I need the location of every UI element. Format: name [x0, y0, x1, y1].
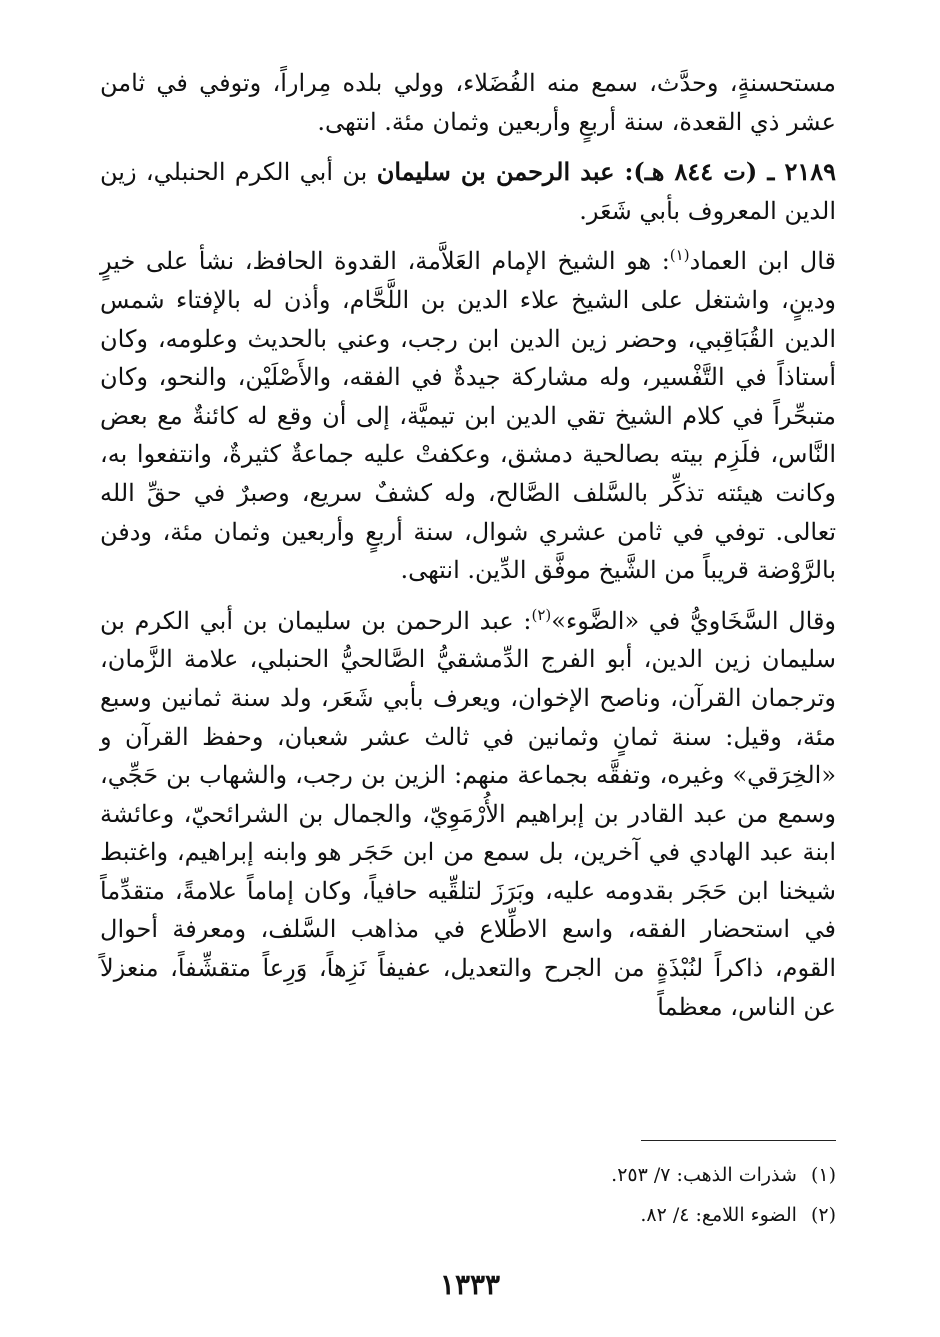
entry-heading-rest: بن أبي الكرم الحنبلي، زين الدين المعروف بأبي شَعَر.	[100, 158, 836, 225]
footnote-1	[100, 1155, 836, 1195]
entry-2189	[100, 153, 836, 230]
paragraph-ibn-al-imad	[100, 242, 836, 589]
paragraph-lead: قال ابن العماد	[689, 247, 836, 276]
paragraph-text: : هو الشيخ الإمام العَلاَّمة، القدوة الحافظ، نشأ على خيرٍ ودينٍ، واشتغل على الشيخ علاء الدين بن اللَّحَّام، وأذن له بالإفتاء شمس الدين القُبَاقِبي، وحضر زين الدين ابن رجب، وعني بالحديث وعلومه، وكان أستاذاً في التَّفْسير، وله مشاركة جيدةٌ في الفقه، والأَصْلَيْن، والنحو، وكان متبحِّراً في كلام الشيخ تقي الدين ابن تيميَّة، إلى أن وقع له كائنةٌ مع بعض النَّاس، فلَزِم بيته بصالحية دمشق، وعكفتْ عليه جماعةٌ كثيرةٌ، وانتفعوا به، وكانت هيئته تذكِّر بالسَّلف الصَّالح، وله كشفٌ سريع، وصبرٌ في حقِّ الله تعالى. توفي في ثامن عشري شوال، سنة أربعٍ وأربعين وثمان مئة، ودفن بالرَّوْضة قريباً من الشَّيخ موفَّق الدِّين. انتهى.	[100, 247, 837, 585]
footnote-text: الضوء اللامع: ٤/ ٨٢.	[640, 1204, 797, 1226]
footnote-ref-1[interactable]: (١)	[669, 246, 690, 265]
paragraph-continuation: مستحسنةٍ، وحدَّث، سمع منه الفُضَلاء، وولي بلده مِراراً، وتوفي في ثامن عشر ذي القعدة، سنة أربعٍ وأربعين وثمان مئة. انتهى.	[100, 69, 836, 136]
entry-heading: ٢١٨٩ ـ (ت ٨٤٤ هـ): عبد الرحمن بن سليمان	[376, 157, 837, 187]
paragraph-sakhawi	[100, 602, 836, 1027]
footnote-number: (٢)	[810, 1204, 836, 1226]
footnote-text: شذرات الذهب: ٧/ ٢٥٣.	[611, 1164, 797, 1186]
page-body	[100, 64, 836, 1026]
footnote-ref-2[interactable]: (٢)	[531, 605, 552, 624]
page-number: ١٣٣٣	[439, 1268, 501, 1301]
paragraph-lead: وقال السَّخَاويُّ في «الضَّوء»	[551, 606, 837, 635]
footnote-divider	[641, 1140, 836, 1141]
footnote-number: (١)	[810, 1164, 836, 1186]
paragraph-text: : عبد الرحمن بن سليمان بن أبي الكرم بن سليمان زين الدين، أبو الفرج الدِّمشقيُّ الصَّالحيُّ الحنبلي، علامة الزَّمان، وترجمان القرآن، وناصح الإخوان، ويعرف بأبي شَعَر، ولد سنة ثمانين وسبع مئة، وقيل: سنة ثمانٍ وثمانين في ثالث عشر شعبان، وحفظ القرآن و «الخِرَقي» وغيره، وتفقَّه بجماعة منهم: الزين بن رجب، والشهاب بن حَجِّي، وسمع من عبد القادر بن إبراهيم الأُرْمَوِيّ، والجمال بن الشرائحيّ، وعائشة ابنة عبد الهادي في آخرين، بل سمع من ابن حَجَر هو وابنه إبراهيم، واغتبط شيخنا ابن حَجَر بقدومه عليه، وبَرَزَ لتلقِّيه حافياً، وكان إماماً علامةً، متقدِّماً في استحضار الفقه، واسع الاطِّلاع في مذاهب السَّلف، ومعرفة أحوال القوم، ذاكراً لنُبْذَةٍ من الجرح والتعديل، عفيفاً نَزِهاً، وَرِعاً متقشِّفاً، منعزلاً عن الناس، معظماً	[100, 606, 837, 1021]
footnotes	[100, 1140, 836, 1235]
footnote-2	[100, 1195, 836, 1235]
